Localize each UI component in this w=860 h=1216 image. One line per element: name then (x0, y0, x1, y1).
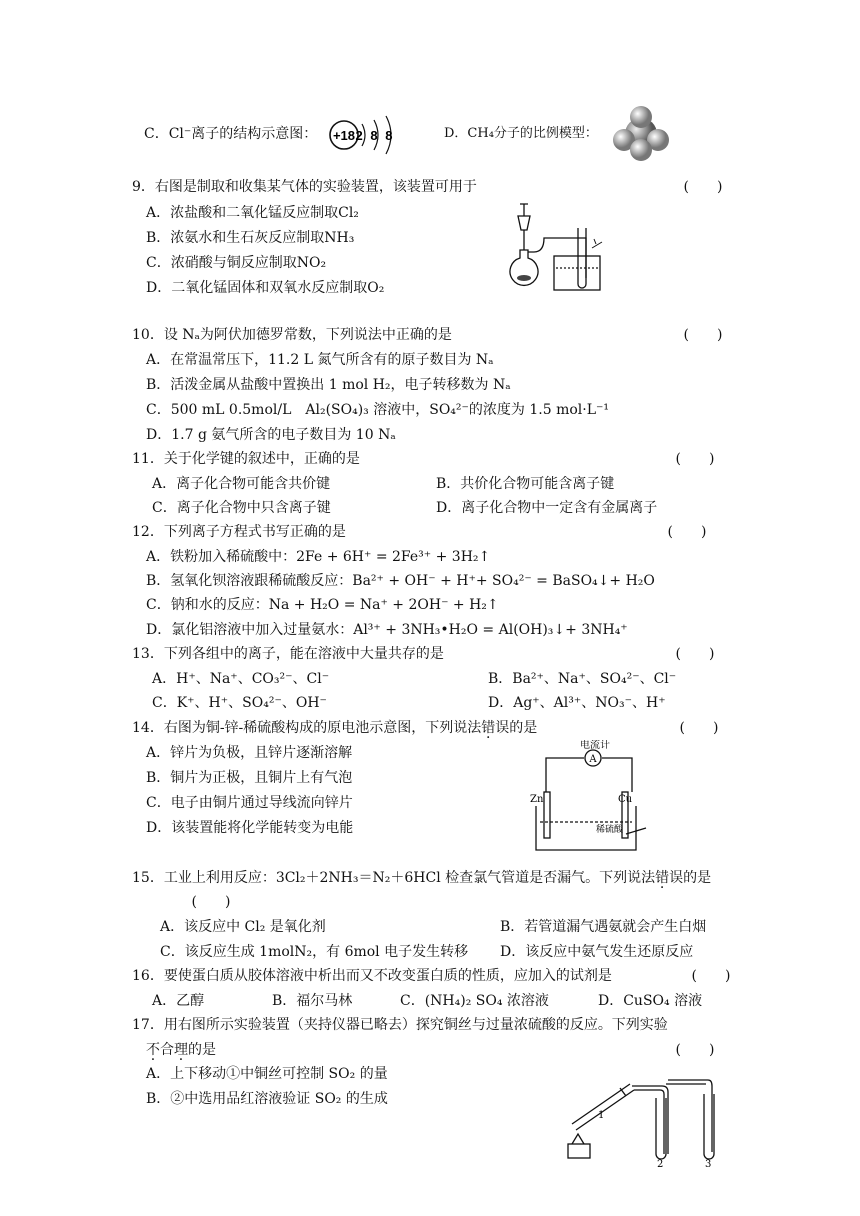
q11-option-c: C．离子化合物中只含离子键 (152, 500, 331, 516)
shell-electrons: 2 8 8 (355, 128, 395, 143)
q12-option-a: A．铁粉加入稀硫酸中：2Fe + 6H⁺ = 2Fe³⁺ + 3H₂↑ (146, 549, 491, 565)
q11-option-a: A．离子化合物可能含共价键 (152, 476, 331, 492)
cl-ion-structure-diagram (328, 112, 398, 158)
galvanic-cell-figure (528, 740, 648, 860)
q9-option-d: D．二氧化锰固体和双氧水反应制取O₂ (146, 280, 385, 296)
q12-answer-paren: ( ) (667, 524, 707, 540)
q12-option-c: C．钠和水的反应：Na + H₂O = Na⁺ + 2OH⁻ + H₂↑ (146, 597, 499, 613)
zn-label: Zn (530, 794, 544, 805)
emphasis-char: 错 (481, 720, 496, 736)
q9-option-b: B．浓氨水和生石灰反应制取NH₃ (146, 230, 355, 246)
q13-option-c: C．K⁺、H⁺、SO₄²⁻、OH⁻ (152, 695, 327, 711)
cu-label: Cu (618, 794, 633, 805)
q12-option-d: D．氯化铝溶液中加入过量氨水：Al³⁺ + 3NH₃•H₂O = Al(OH)₃↓+ 3NH₄⁺ (146, 622, 628, 638)
q9-option-a: A．浓盐酸和二氧化锰反应制取Cl₂ (146, 205, 359, 221)
label-2: 2 (657, 1159, 664, 1170)
q16-option-b: B．福尔马林 (272, 993, 353, 1009)
gas-generation-apparatus-figure (500, 198, 610, 298)
q8-option-c: C．Cl⁻离子的结构示意图： (144, 126, 318, 142)
q10-answer-paren: ( ) (683, 327, 723, 343)
ch4-space-filling-model (612, 106, 670, 162)
q14-option-b: B．铜片为正极，且铜片上有气泡 (146, 770, 353, 786)
q13-stem: 13．下列各组中的离子，能在溶液中大量共存的是 (132, 646, 444, 662)
nucleus-label: +18 (332, 128, 356, 143)
q11-option-d: D．离子化合物中一定含有金属离子 (436, 500, 658, 516)
q14-option-d: D．该装置能将化学能转变为电能 (146, 820, 354, 836)
label-3: 3 (705, 1159, 712, 1170)
q17-option-a: A．上下移动①中铜丝可控制 SO₂ 的量 (146, 1066, 388, 1082)
q14-option-c: C．电子由铜片通过导线流向锌片 (146, 795, 353, 811)
q10-stem: 10．设 Nₐ为阿伏加德罗常数，下列说法中正确的是 (132, 327, 452, 343)
q16-option-d: D．CuSO₄ 溶液 (598, 993, 703, 1009)
q10-option-c: C．500 mL 0.5mol/L Al₂(SO₄)₃ 溶液中，SO₄²⁻的浓度为 1.5 mol·L⁻¹ (146, 402, 610, 418)
acid-label: 稀硫酸 (596, 825, 624, 835)
q14-answer-paren: ( ) (679, 720, 719, 736)
q13-answer-paren: ( ) (675, 646, 715, 662)
q9-stem: 9．右图是制取和收集某气体的实验装置，该装置可用于 (132, 179, 477, 195)
q13-option-a: A．H⁺、Na⁺、CO₃²⁻、Cl⁻ (152, 671, 330, 687)
q15-option-b: B．若管道漏气遇氨就会产生白烟 (500, 919, 707, 935)
q15-answer-paren: ( ) (191, 894, 231, 910)
svg-text:A: A (589, 754, 597, 765)
q15-option-d: D．该反应中氨气发生还原反应 (500, 944, 694, 960)
q14-stem: 14．右图为铜-锌-稀硫酸构成的原电池示意图，下列说法错误的是 (132, 720, 538, 736)
q16-answer-paren: ( ) (691, 968, 731, 984)
q16-option-c: C．(NH₄)₂ SO₄ 浓溶液 (400, 993, 549, 1009)
q12-stem: 12．下列离子方程式书写正确的是 (132, 524, 346, 540)
q15-option-c: C．该反应生成 1molN₂，有 6mol 电子发生转移 (160, 944, 469, 960)
q10-option-a: A．在常温常压下，11.2 L 氮气所含有的原子数目为 Nₐ (146, 352, 494, 368)
emphasis-char: 错 (655, 870, 670, 886)
q10-option-b: B．活泼金属从盐酸中置换出 1 mol H₂，电子转移数为 Nₐ (146, 377, 511, 393)
q15-stem: 15．工业上利用反应：3Cl₂＋2NH₃＝N₂＋6HCl 检查氯气管道是否漏气。下列说法错误的是 (132, 870, 712, 886)
q16-option-a: A．乙醇 (152, 993, 205, 1009)
q12-option-b: B．氢氧化钡溶液跟稀硫酸反应：Ba²⁺ + OH⁻ + H⁺+ SO₄²⁻ = BaSO₄↓+ H₂O (146, 573, 655, 589)
q17-answer-paren: ( ) (675, 1042, 715, 1058)
q11-answer-paren: ( ) (675, 451, 715, 467)
q17-stem-line2: 不合理的是 (146, 1042, 216, 1058)
q15-option-a: A．该反应中 Cl₂ 是氧化剂 (160, 919, 326, 935)
q11-option-b: B．共价化合物可能含离子键 (436, 476, 615, 492)
q17-stem-line1: 17．用右图所示实验装置（夹持仪器已略去）探究铜丝与过量浓硫酸的反应。下列实验 (132, 1017, 668, 1033)
q13-option-d: D．Ag⁺、Al³⁺、NO₃⁻、H⁺ (488, 695, 666, 711)
copper-sulfuric-acid-apparatus-figure (560, 1070, 730, 1170)
q10-option-d: D．1.7 g 氨气所含的电子数目为 10 Nₐ (146, 427, 396, 443)
q9-answer-paren: ( ) (683, 179, 723, 195)
q17-option-b: B．②中选用品红溶液验证 SO₂ 的生成 (146, 1091, 388, 1107)
q11-stem: 11．关于化学键的叙述中，正确的是 (132, 451, 360, 467)
q13-option-b: B．Ba²⁺、Na⁺、SO₄²⁻、Cl⁻ (488, 671, 677, 687)
q9-option-c: C．浓硝酸与铜反应制取NO₂ (146, 255, 327, 271)
ammeter-label: 电流计 (580, 740, 610, 751)
q8-option-d: D．CH₄分子的比例模型： (444, 126, 598, 141)
q14-option-a: A．锌片为负极，且锌片逐渐溶解 (146, 745, 353, 761)
label-1: 1 (598, 1110, 605, 1121)
q16-stem: 16．要使蛋白质从胶体溶液中析出而又不改变蛋白质的性质，应加入的试剂是 (132, 968, 612, 984)
